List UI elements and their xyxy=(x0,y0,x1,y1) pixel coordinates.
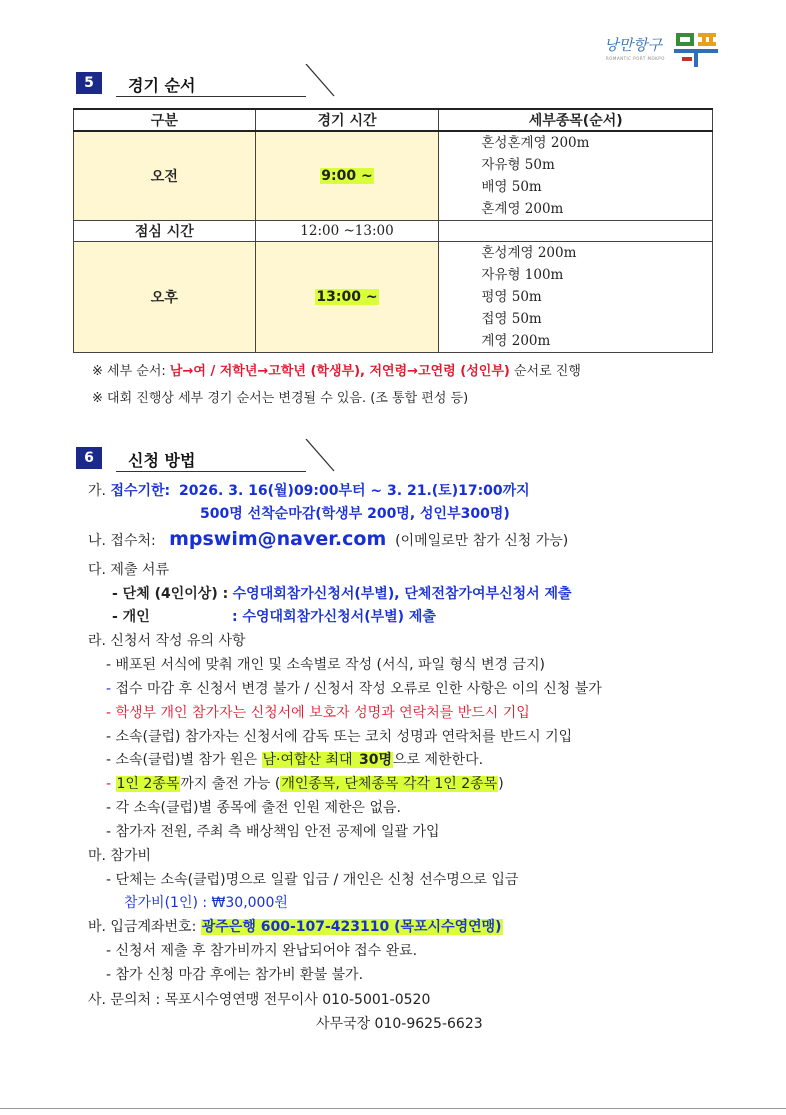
list-item: 평영 50m xyxy=(481,289,542,305)
header-category: 구분 xyxy=(74,109,256,131)
afternoon-events xyxy=(439,242,713,353)
documents-group xyxy=(112,583,572,603)
afternoon-label: 오후 xyxy=(74,242,256,353)
mokpo-logo xyxy=(604,30,722,70)
documents-group-label: - 단체 (4인이상) : xyxy=(112,586,229,602)
notes-heading: 라. 신청서 작성 유의 사항 xyxy=(88,633,246,649)
table-row-lunch xyxy=(74,221,713,242)
lunch-label: 점심 시간 xyxy=(74,221,256,242)
note-suffix: 순서로 진행 xyxy=(509,364,581,379)
documents-individual xyxy=(112,606,436,626)
lunch-time: 12:00 ~13:00 xyxy=(255,221,439,242)
morning-label: 오전 xyxy=(74,131,256,221)
contact-label: 나. 접수처: xyxy=(88,533,156,549)
section-number: 6 xyxy=(76,447,102,469)
account-number: 광주은행 600-107-423110 (목포시수영연맹) xyxy=(201,919,502,935)
notes-item-6-mid: 까지 출전 가능 ( xyxy=(180,776,281,792)
list-item: 혼계영 200m xyxy=(481,201,564,217)
note-order-highlight: 남→여 / 저학년→고학년 (학생부), 저연령→고연령 (성인부) xyxy=(169,364,510,379)
note-prefix: ※ 세부 순서: xyxy=(92,364,170,379)
notes-item-4: - 소속(클럽) 참가자는 신청서에 감독 또는 코치 성명과 연락처를 반드시 기입 xyxy=(106,729,573,745)
list-item: 자유형 100m xyxy=(481,267,564,283)
documents-heading: 다. 제출 서류 xyxy=(88,562,169,578)
notes-item-5-max: 30명 xyxy=(359,752,393,768)
list-item: 자유형 50m xyxy=(481,157,555,173)
section-title: 경기 순서 xyxy=(128,76,196,95)
morning-time: 9:00 ~ xyxy=(321,168,373,184)
mokpo-logo-mark-icon xyxy=(674,30,720,70)
account-item-2: - 참가 신청 마감 후에는 참가비 환불 불가. xyxy=(106,967,364,983)
dash: - xyxy=(106,681,112,697)
section-underline xyxy=(116,471,306,472)
deadline-text: 2026. 3. 16(월)09:00부터 ~ 3. 21.(토)17:00까지 xyxy=(179,483,530,499)
notes-item-6-end: ) xyxy=(498,776,504,792)
section-slash-decoration xyxy=(304,439,336,473)
section-slash-decoration xyxy=(304,64,336,98)
page-bottom-rule xyxy=(0,1108,786,1109)
section-title: 신청 방법 xyxy=(128,451,196,470)
apply-deadline xyxy=(88,480,530,500)
notes-item-1: - 배포된 서식에 맞춰 개인 및 소속별로 작성 (서식, 파일 형식 변경 금지) xyxy=(106,657,545,673)
list-item: 계영 200m xyxy=(481,333,551,349)
list-item: 혼성계영 200m xyxy=(481,245,577,261)
table-row-afternoon xyxy=(74,242,713,353)
notes-item-5-pre: - 소속(클럽)별 참가 원은 xyxy=(106,752,262,768)
documents-individual-text: : 수영대회참가신청서(부별) 제출 xyxy=(232,609,436,625)
contact-email-link[interactable]: mpswim@naver.com xyxy=(169,528,387,550)
note-order xyxy=(92,360,581,379)
fee-amount: 참가비(1인) : ₩30,000원 xyxy=(124,895,288,911)
fee-item-1: - 단체는 소속(클럽)명으로 일괄 입금 / 개인은 신청 선수명으로 입금 xyxy=(106,872,519,888)
inquiry-line: 사. 문의처 : 목포시수영연맹 전무이사 010-5001-0520 xyxy=(88,992,431,1008)
logo-subtitle: ROMANTIC PORT MOKPO xyxy=(606,56,665,61)
section-number: 5 xyxy=(76,72,102,94)
notes-item-6-highlight: 1인 2종목 xyxy=(116,776,180,792)
notes-item-5-post: 으로 제한한다. xyxy=(393,752,484,768)
section-underline xyxy=(116,96,306,97)
notes-item-2 xyxy=(106,678,602,698)
notes-item-5 xyxy=(106,749,483,769)
notes-item-8: - 참가자 전원, 주최 측 배상책임 안전 공제에 일괄 가입 xyxy=(106,824,440,840)
notes-item-7: - 각 소속(클럽)별 종목에 출전 인원 제한은 없음. xyxy=(106,800,402,816)
notes-item-2-text: 접수 마감 후 신청서 변경 불가 / 신청서 작성 오류로 인한 사항은 이의 신청 불가 xyxy=(111,681,602,697)
lunch-events-empty xyxy=(439,221,713,242)
account-item-1: - 신청서 제출 후 참가비까지 완납되어야 접수 완료. xyxy=(106,943,418,959)
notes-item-6 xyxy=(106,773,504,793)
notes-item-5-highlight: 남·여합산 최대 xyxy=(262,752,357,768)
inquiry-line-2: 사무국장 010-9625-6623 xyxy=(316,1016,483,1032)
notes-item-3: - 학생부 개인 참가자는 신청서에 보호자 성명과 연락처를 반드시 기입 xyxy=(106,705,530,721)
documents-individual-label: - 개인 xyxy=(112,609,150,625)
deadline-capacity: 500명 선착순마감(학생부 200명, 성인부300명) xyxy=(200,506,510,522)
apply-contact xyxy=(88,528,568,550)
table-header-row xyxy=(74,109,713,131)
afternoon-time: 13:00 ~ xyxy=(316,289,378,305)
logo-script-text: 낭만항구 xyxy=(604,36,662,54)
header-events: 세부종목(순서) xyxy=(439,109,713,131)
contact-note: (이메일로만 참가 신청 가능) xyxy=(395,533,569,549)
note-change: ※ 대회 진행상 세부 경기 순서는 변경될 수 있음. (조 통합 편성 등) xyxy=(92,391,469,406)
fee-heading: 마. 참가비 xyxy=(88,848,151,864)
schedule-table xyxy=(73,108,713,353)
morning-events xyxy=(439,131,713,221)
table-row-morning xyxy=(74,131,713,221)
list-item: 배영 50m xyxy=(481,179,542,195)
list-item: 접영 50m xyxy=(481,311,542,327)
notes-item-6-highlight-2: 개인종목, 단체종목 각각 1인 2종목 xyxy=(281,776,498,792)
account-label: 바. 입금계좌번호: xyxy=(88,919,201,935)
item-prefix: 가. xyxy=(88,483,111,499)
header-time: 경기 시간 xyxy=(255,109,439,131)
account-line xyxy=(88,916,503,936)
documents-group-text: 수영대회참가신청서(부별), 단체전참가여부신청서 제출 xyxy=(232,586,572,602)
dash: - xyxy=(106,776,116,792)
deadline-label: 접수기한: xyxy=(110,483,171,499)
list-item: 혼성혼계영 200m xyxy=(481,135,590,151)
